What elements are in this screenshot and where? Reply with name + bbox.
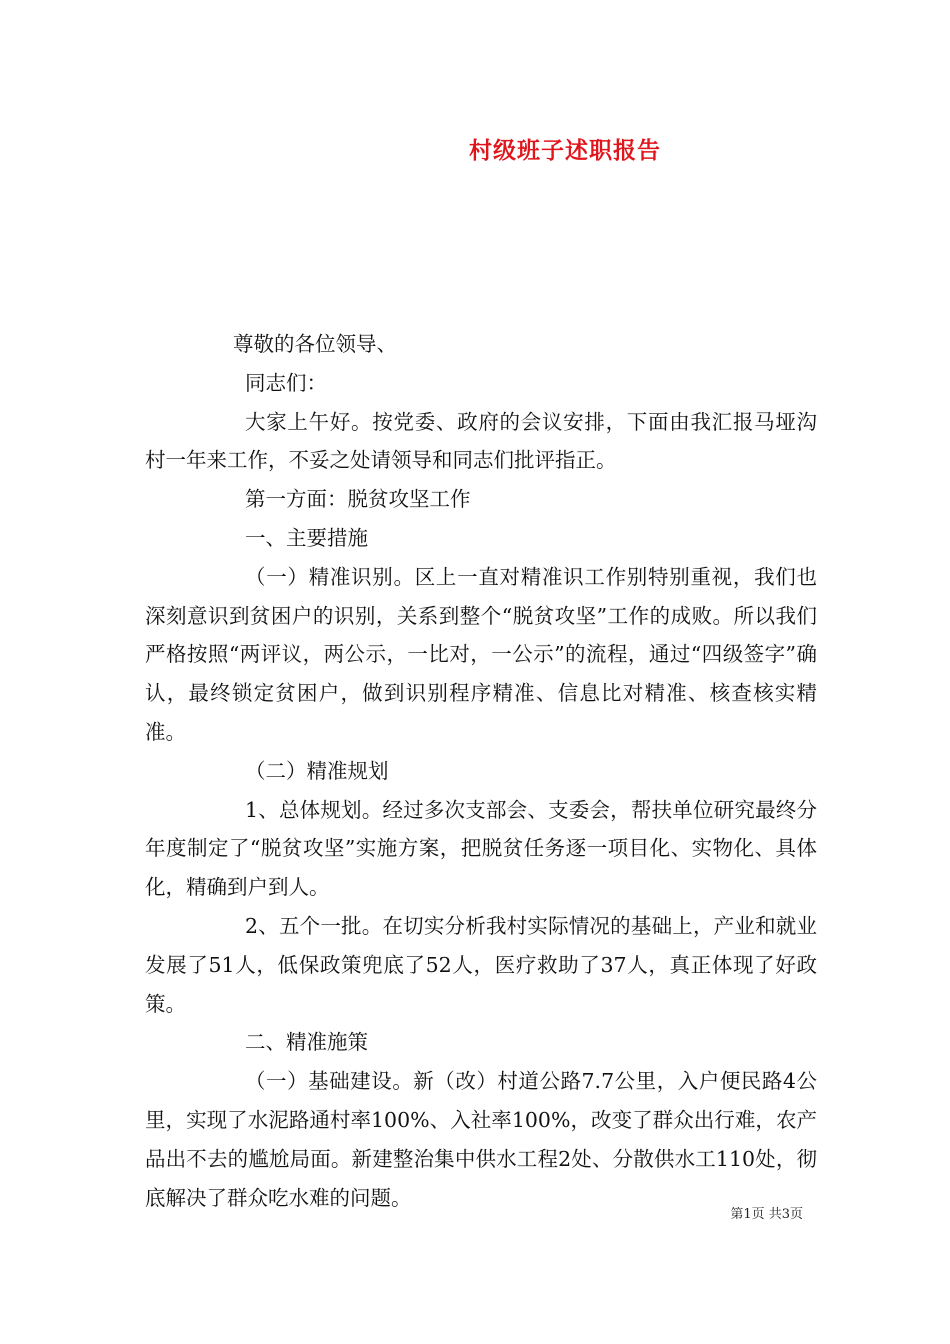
section-heading-aspect-1: 第一方面：脱贫攻坚工作 [245, 487, 471, 512]
subheading-precise-policy: 二、精准施策 [245, 1030, 368, 1055]
intro-paragraph: 大家上午好。按党委、政府的会议安排，下面由我汇报马垭沟村一年来工作，不妥之处请领导和同志们批评指正。 [145, 409, 817, 473]
page-number-footer: 第1页 共3页 [730, 1207, 803, 1222]
paragraph-precise-identification: （一）精准识别。区上一直对精准识工作别特别重视，我们也深刻意识到贫困户的识别，关系到整个“脱贫攻坚”工作的成败。所以我们严格按照“两评议，两公示，一比对，一公示”的流程，通过“四级签字”确认，最终锁定贫困户，做到识别程序精准、信息比对精准、核查核实精准。 [145, 564, 817, 744]
salutation-line-1: 尊敬的各位领导、 [233, 332, 397, 356]
document-body [145, 325, 817, 1217]
salutation-line-2: 同志们： [245, 370, 327, 395]
paragraph-infrastructure: （一）基础建设。新（改）村道公路7.7公里，入户便民路4公里，实现了水泥路通村率100%、入社率100%，改变了群众出行难，农产品出不去的尴尬局面。新建整治集中供水工程2处、分散供水工110处，彻底解决了群众吃水难的问题。 [145, 1069, 817, 1210]
subheading-precise-planning: （二）精准规划 [245, 758, 389, 783]
paragraph-overall-planning: 1、总体规划。经过多次支部会、支委会，帮扶单位研究最终分年度制定了“脱贫攻坚”实施方案，把脱贫任务逐一项目化、实物化、具体化，精确到户到人。 [145, 797, 817, 900]
document-title: 村级班子述职报告 [469, 137, 661, 164]
subheading-main-measures: 一、主要措施 [245, 525, 368, 550]
paragraph-five-batches: 2、五个一批。在切实分析我村实际情况的基础上，产业和就业发展了51人，低保政策兜底了52人，医疗救助了37人，真正体现了好政策。 [145, 913, 817, 1016]
